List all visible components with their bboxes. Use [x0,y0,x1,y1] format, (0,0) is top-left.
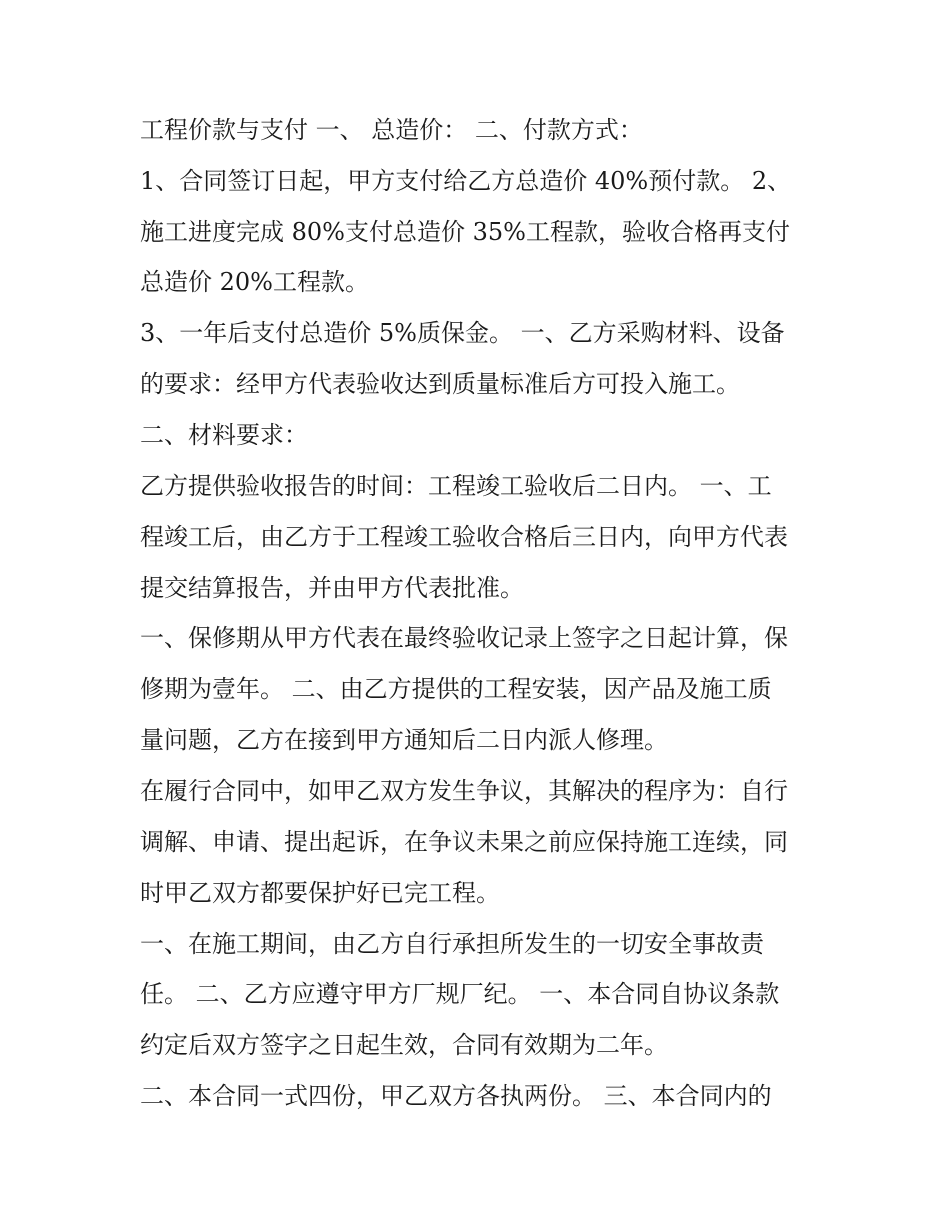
text-line-7: 二、材料要求： [140,421,308,449]
text-line-4: 总造价 20%工程款。 [140,268,369,296]
text-line-5: 3、一年后支付总造价 5%质保金。 一、乙方采购材料、设备 [140,319,785,347]
text-line-2: 1、合同签订日起，甲方支付给乙方总造价 40%预付款。 2、 [140,167,792,195]
text-line-1: 工程价款与支付 一、 总造价： 二、付款方式： [140,116,643,144]
text-line-20: 二、本合同一式四份，甲乙双方各执两份。 三、本合同内的 [140,1082,772,1110]
text-line-16: 时甲乙双方都要保护好已完工程。 [140,879,500,907]
text-line-11: 一、保修期从甲方代表在最终验收记录上签字之日起计算，保 [140,624,788,652]
text-line-3: 施工进度完成 80%支付总造价 35%工程款，验收合格再支付 [140,218,790,246]
text-line-9: 程竣工后，由乙方于工程竣工验收合格后三日内，向甲方代表 [140,523,788,551]
text-line-17: 一、在施工期间，由乙方自行承担所发生的一切安全事故责 [140,930,764,958]
text-line-18: 任。 二、乙方应遵守甲方厂规厂纪。 一、本合同自协议条款 [140,980,780,1008]
text-line-15: 调解、申请、提出起诉，在争议未果之前应保持施工连续，同 [140,828,788,856]
text-line-19: 约定后双方签字之日起生效，合同有效期为二年。 [140,1031,668,1059]
text-line-13: 量问题，乙方在接到甲方通知后二日内派人修理。 [140,726,668,754]
text-line-10: 提交结算报告，并由甲方代表批准。 [140,574,524,602]
text-line-14: 在履行合同中，如甲乙双方发生争议，其解决的程序为：自行 [140,777,788,805]
text-line-12: 修期为壹年。 二、由乙方提供的工程安装，因产品及施工质 [140,675,772,703]
text-line-6: 的要求：经甲方代表验收达到质量标准后方可投入施工。 [140,370,740,398]
text-line-8: 乙方提供验收报告的时间：工程竣工验收后二日内。 一、工 [140,472,772,500]
